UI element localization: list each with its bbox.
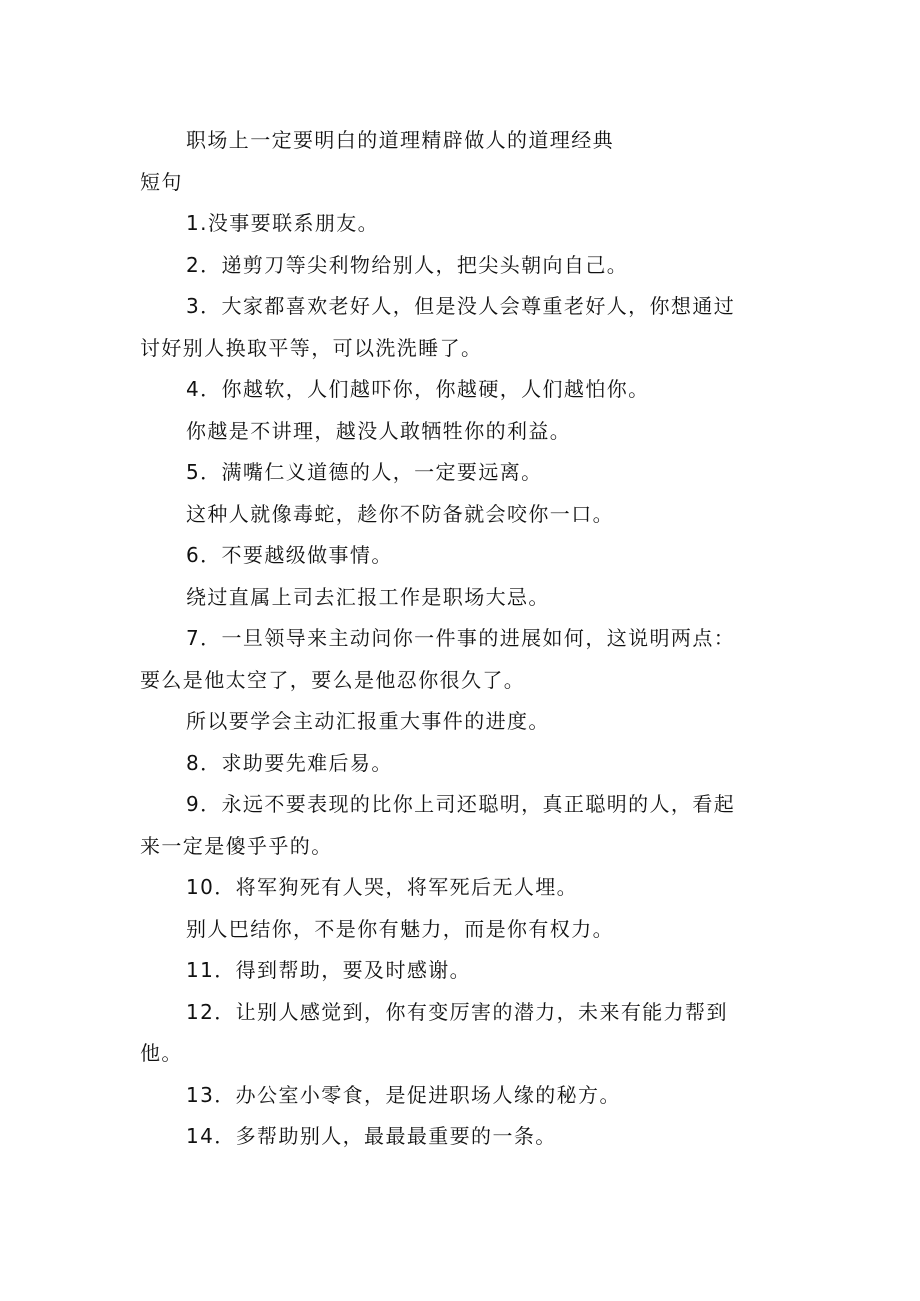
title-line-2: 短句	[140, 169, 183, 194]
paragraph-line: 2．递剪刀等尖利物给别人，把尖头朝向自己。	[186, 252, 629, 277]
paragraph-line: 9．永远不要表现的比你上司还聪明，真正聪明的人，看起	[186, 792, 736, 816]
paragraph-line: 所以要学会主动汇报重大事件的进度。	[186, 709, 550, 733]
paragraph-line: 你越是不讲理，越没人敢牺牲你的利益。	[186, 418, 572, 443]
paragraph-line: 1.没事要联系朋友。	[186, 211, 380, 235]
paragraph-line: 来一定是傻乎乎的。	[140, 833, 333, 858]
paragraph-line: 10．将军狗死有人哭，将军死后无人埋。	[186, 875, 579, 899]
paragraph-line: 13．办公室小零食，是促进职场人缘的秘方。	[186, 1082, 621, 1107]
paragraph-line: 4．你越软，人们越吓你，你越硬，人们越怕你。	[186, 377, 650, 401]
document-body	[140, 120, 780, 1158]
title-line-1: 职场上一定要明白的道理精辟做人的道理经典	[186, 128, 614, 152]
paragraph-line: 3．大家都喜欢老好人，但是没人会尊重老好人，你想通过	[186, 294, 736, 318]
paragraph-line: 要么是他太空了，要么是他忍你很久了。	[140, 667, 526, 692]
paragraph-line: 7．一旦领导来主动问你一件事的进展如何，这说明两点：	[186, 626, 736, 650]
paragraph-line: 11．得到帮助，要及时感谢。	[186, 958, 472, 982]
paragraph-line: 14．多帮助别人，最最最重要的一条。	[186, 1124, 557, 1148]
paragraph-line: 6．不要越级做事情。	[186, 543, 393, 567]
paragraph-line: 讨好别人换取平等，可以洗洗睡了。	[140, 335, 483, 360]
paragraph-line: 绕过直属上司去汇报工作是职场大忌。	[186, 584, 550, 609]
paragraph-line: 8．求助要先难后易。	[186, 750, 393, 775]
paragraph-line: 5．满嘴仁义道德的人，一定要远离。	[186, 460, 543, 484]
paragraph-line: 他。	[140, 1041, 183, 1065]
paragraph-line: 12．让别人感觉到，你有变厉害的潜力，未来有能力帮到	[186, 999, 728, 1024]
paragraph-line: 别人巴结你，不是你有魅力，而是你有权力。	[186, 916, 614, 941]
paragraph-line: 这种人就像毒蛇，趁你不防备就会咬你一口。	[186, 501, 614, 526]
